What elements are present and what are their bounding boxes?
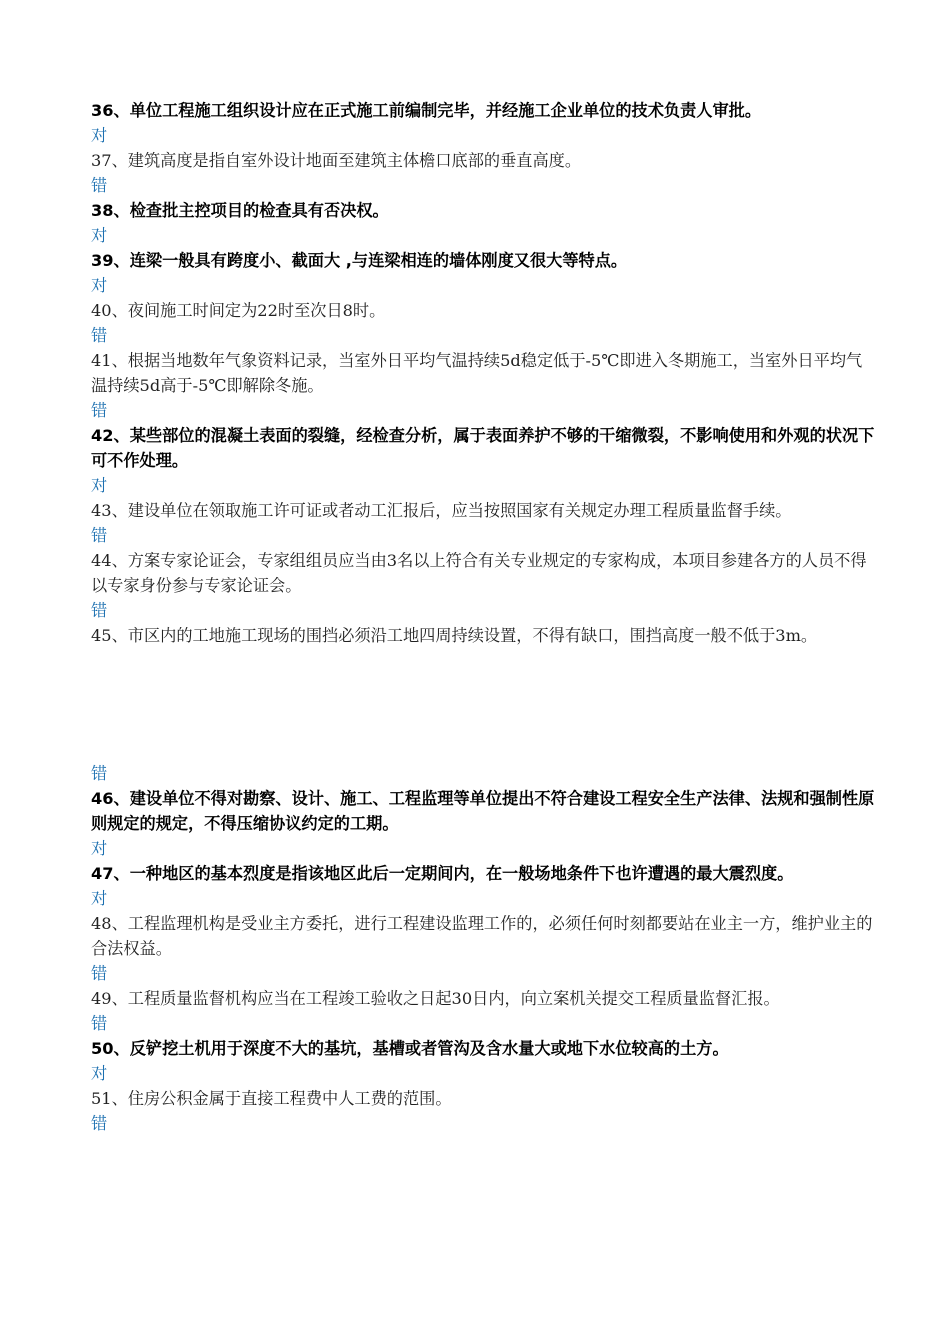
answer-text: 错 [91,526,108,545]
answer-text: 错 [91,176,108,195]
question-item-41 [91,348,876,423]
question-item-44 [91,548,876,623]
question-text: 43、建设单位在领取施工许可证或者动工汇报后，应当按照国家有关规定办理工程质量监督手续。 [91,501,792,520]
question-text: 39、连梁一般具有跨度小、截面大 ,与连梁相连的墙体刚度又很大等特点。 [91,251,628,270]
question-item-43 [91,498,876,548]
answer-text: 错 [91,1114,108,1133]
question-item-36 [91,98,876,148]
answer-text: 错 [91,326,108,345]
answer-text: 对 [91,276,108,295]
question-item-48 [91,911,876,986]
question-item-50 [91,1036,876,1086]
question-item-49 [91,986,876,1036]
question-item-45 [91,623,876,786]
answer-text: 对 [91,226,108,245]
answer-text: 错 [91,964,108,983]
question-text: 36、单位工程施工组织设计应在正式施工前编制完毕，并经施工企业单位的技术负责人审批。 [91,101,762,120]
question-text: 40、夜间施工时间定为22时至次日8时。 [91,301,386,320]
page-break-gap [91,648,876,761]
question-item-51 [91,1086,876,1136]
question-text: 48、工程监理机构是受业主方委托，进行工程建设监理工作的，必须任何时刻都要站在业主一方，维护业主的合法权益。 [91,914,873,958]
answer-text: 错 [91,601,108,620]
answer-text: 对 [91,476,108,495]
question-item-46 [91,786,876,861]
document-page [91,98,876,1136]
question-text: 50、反铲挖土机用于深度不大的基坑，基槽或者管沟及含水量大或地下水位较高的土方。 [91,1039,729,1058]
question-text: 38、检查批主控项目的检查具有否决权。 [91,201,389,220]
answer-text: 错 [91,401,108,420]
answer-text: 错 [91,764,108,783]
question-text: 49、工程质量监督机构应当在工程竣工验收之日起30日内，向立案机关提交工程质量监督汇报。 [91,989,780,1008]
question-text: 41、根据当地数年气象资料记录，当室外日平均气温持续5d稳定低于-5℃即进入冬期施工，当室外日平均气温持续5d高于-5℃即解除冬施。 [91,351,863,395]
question-text: 44、方案专家论证会，专家组组员应当由3名以上符合有关专业规定的专家构成，本项目参建各方的人员不得以专家身份参与专家论证会。 [91,551,867,595]
question-text: 46、建设单位不得对勘察、设计、施工、工程监理等单位提出不符合建设工程安全生产法律、法规和强制性原则规定的规定，不得压缩协议约定的工期。 [91,789,875,833]
question-text: 45、市区内的工地施工现场的围挡必须沿工地四周持续设置，不得有缺口，围挡高度一般不低于3m。 [91,626,818,645]
question-item-38 [91,198,876,248]
question-item-37 [91,148,876,198]
question-item-39 [91,248,876,298]
answer-text: 对 [91,126,108,145]
question-item-42 [91,423,876,498]
answer-text: 对 [91,839,108,858]
answer-text: 对 [91,889,108,908]
question-text: 42、某些部位的混凝土表面的裂缝，经检查分析，属于表面养护不够的干缩微裂，不影响使用和外观的状况下可不作处理。 [91,426,875,470]
question-item-47 [91,861,876,911]
question-text: 51、住房公积金属于直接工程费中人工费的范围。 [91,1089,452,1108]
question-text: 37、建筑高度是指自室外设计地面至建筑主体檐口底部的垂直高度。 [91,151,582,170]
answer-text: 错 [91,1014,108,1033]
question-item-40 [91,298,876,348]
question-text: 47、一种地区的基本烈度是指该地区此后一定期间内，在一般场地条件下也许遭遇的最大震烈度。 [91,864,794,883]
answer-text: 对 [91,1064,108,1083]
